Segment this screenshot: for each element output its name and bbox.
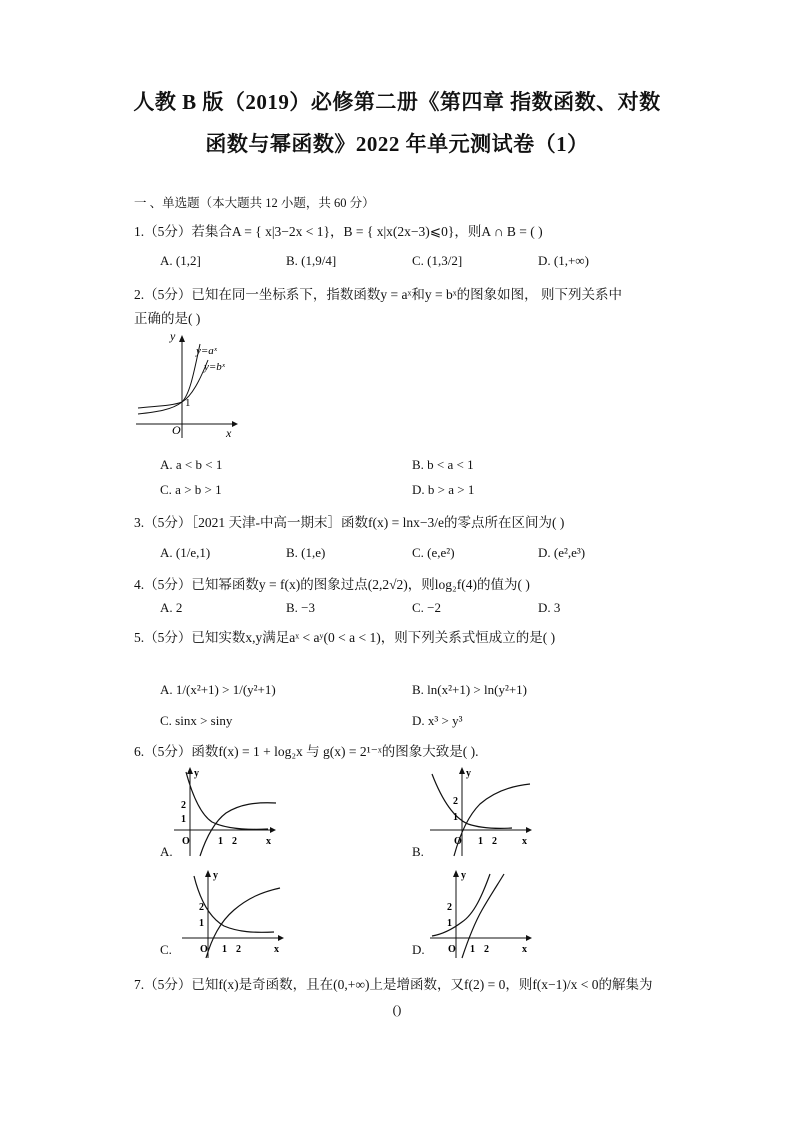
q6-option-a[interactable]: A. [160,844,173,859]
q2-y-label: y [170,332,176,343]
q2-curve-a-label: y=aˣ [196,345,217,357]
svg-text:1: 1 [181,814,186,825]
q4-option-b[interactable]: B. −3 [286,600,316,615]
svg-text:2: 2 [453,796,458,807]
q6-graph-d[interactable] [418,866,543,961]
q1-option-d[interactable]: D. (1,+∞) [538,253,589,268]
question-6: 6.（5分）函数f(x) = 1 + log₂x 与 g(x) = 2¹⁻ˣ的图象大致是( ). [134,744,479,759]
q1-option-a[interactable]: A. (1,2] [160,253,201,268]
svg-text:1: 1 [199,918,204,929]
q3-option-a[interactable]: A. (1/e,1) [160,545,211,560]
svg-text:O: O [200,944,208,955]
svg-text:x: x [266,836,271,847]
q6-option-b[interactable]: B. [412,844,424,859]
svg-text:y: y [213,870,218,881]
question-2-line1: 2.（5分）已知在同一坐标系下，指数函数y = aˣ和y = bˣ的图象如图， 则下列关系中 [134,287,623,302]
question-4: 4.（5分）已知幂函数y = f(x)的图象过点(2,2√2)，则log₂f(4)的值为( ) [134,577,530,592]
q1-option-b[interactable]: B. (1,9/4] [286,253,337,268]
svg-text:1: 1 [218,836,223,847]
q2-option-a[interactable]: A. a < b < 1 [160,457,223,472]
q2-x-label: x [226,426,232,440]
svg-text:O: O [448,944,456,955]
svg-text:2: 2 [181,800,186,811]
question-3: 3.（5分）［2021 天津-中高一期末］函数f(x) = lnx−3/e的零点所在区间为( ) [134,515,565,530]
svg-text:x: x [522,836,527,847]
q2-origin-label: O [172,423,181,437]
q2-option-b[interactable]: B. b < a < 1 [412,457,474,472]
svg-text:y: y [461,870,466,881]
svg-text:1: 1 [470,944,475,955]
question-2-line2: 正确的是( ) [134,311,201,326]
q2-one-label: 1 [185,397,191,409]
question-7: 7.（5分）已知f(x)是奇函数，且在(0,+∞)上是增函数，又f(2) = 0，则f(x−1)/x < 0的解集为 [134,977,653,992]
q2-curve-b-label: y=bˣ [204,361,225,373]
svg-text:2: 2 [236,944,241,955]
svg-text:1: 1 [453,812,458,823]
svg-text:2: 2 [232,836,237,847]
q4-option-a[interactable]: A. 2 [160,600,183,615]
q2-option-c[interactable]: C. a > b > 1 [160,482,222,497]
svg-text:1: 1 [447,918,452,929]
page-title-line2: 函数与幂函数》2022 年单元测试卷（1） [205,132,589,156]
q7-answer-blank: () [392,1002,402,1017]
svg-text:2: 2 [447,902,452,913]
q2-x-arrow [232,421,238,427]
page-title-line1: 人教 B 版（2019）必修第二册《第四章 指数函数、对数 [133,90,661,114]
q4-option-c[interactable]: C. −2 [412,600,442,615]
svg-text:x: x [522,944,527,955]
svg-text:y: y [194,768,199,779]
q2-figure [134,332,244,442]
section-heading: 一 、单选题（本大题共 12 小题，共 60 分） [134,196,375,210]
q6-option-d[interactable]: D. [412,942,425,957]
svg-text:1: 1 [222,944,227,955]
q2-option-d[interactable]: D. b > a > 1 [412,482,475,497]
q5-option-a[interactable]: A. 1/(x²+1) > 1/(y²+1) [160,682,276,697]
q4-option-d[interactable]: D. 3 [538,600,561,615]
q6-graph-b[interactable] [418,766,543,861]
svg-text:2: 2 [199,902,204,913]
svg-text:O: O [454,836,462,847]
q3-option-d[interactable]: D. (e²,e³) [538,545,586,560]
q2-curve-a [138,344,200,414]
q6-option-c[interactable]: C. [160,942,172,957]
q3-option-b[interactable]: B. (1,e) [286,545,326,560]
q3-option-c[interactable]: C. (e,e²) [412,545,455,560]
q5-option-c[interactable]: C. sinx > siny [160,713,233,728]
q5-option-d[interactable]: D. x³ > y³ [412,713,463,728]
svg-text:y: y [466,768,471,779]
question-5: 5.（5分）已知实数x,y满足aˣ < aʸ(0 < a < 1)，则下列关系式恒成立的是( ) [134,630,556,645]
svg-text:x: x [274,944,279,955]
svg-text:2: 2 [492,836,497,847]
svg-text:O: O [182,836,190,847]
question-1: 1.（5分）若集合A = { x|3−2x < 1}，B = { x|x(2x−3)⩽0}，则A ∩ B = ( ) [134,224,543,239]
svg-text:1: 1 [478,836,483,847]
q5-option-b[interactable]: B. ln(x²+1) > ln(y²+1) [412,682,528,697]
svg-text:2: 2 [484,944,489,955]
q6-graph-a[interactable] [160,766,285,861]
q6-graph-c[interactable] [170,866,295,961]
q2-curve-b [138,360,208,408]
q1-option-c[interactable]: C. (1,3/2] [412,253,463,268]
q2-y-arrow [179,335,185,342]
